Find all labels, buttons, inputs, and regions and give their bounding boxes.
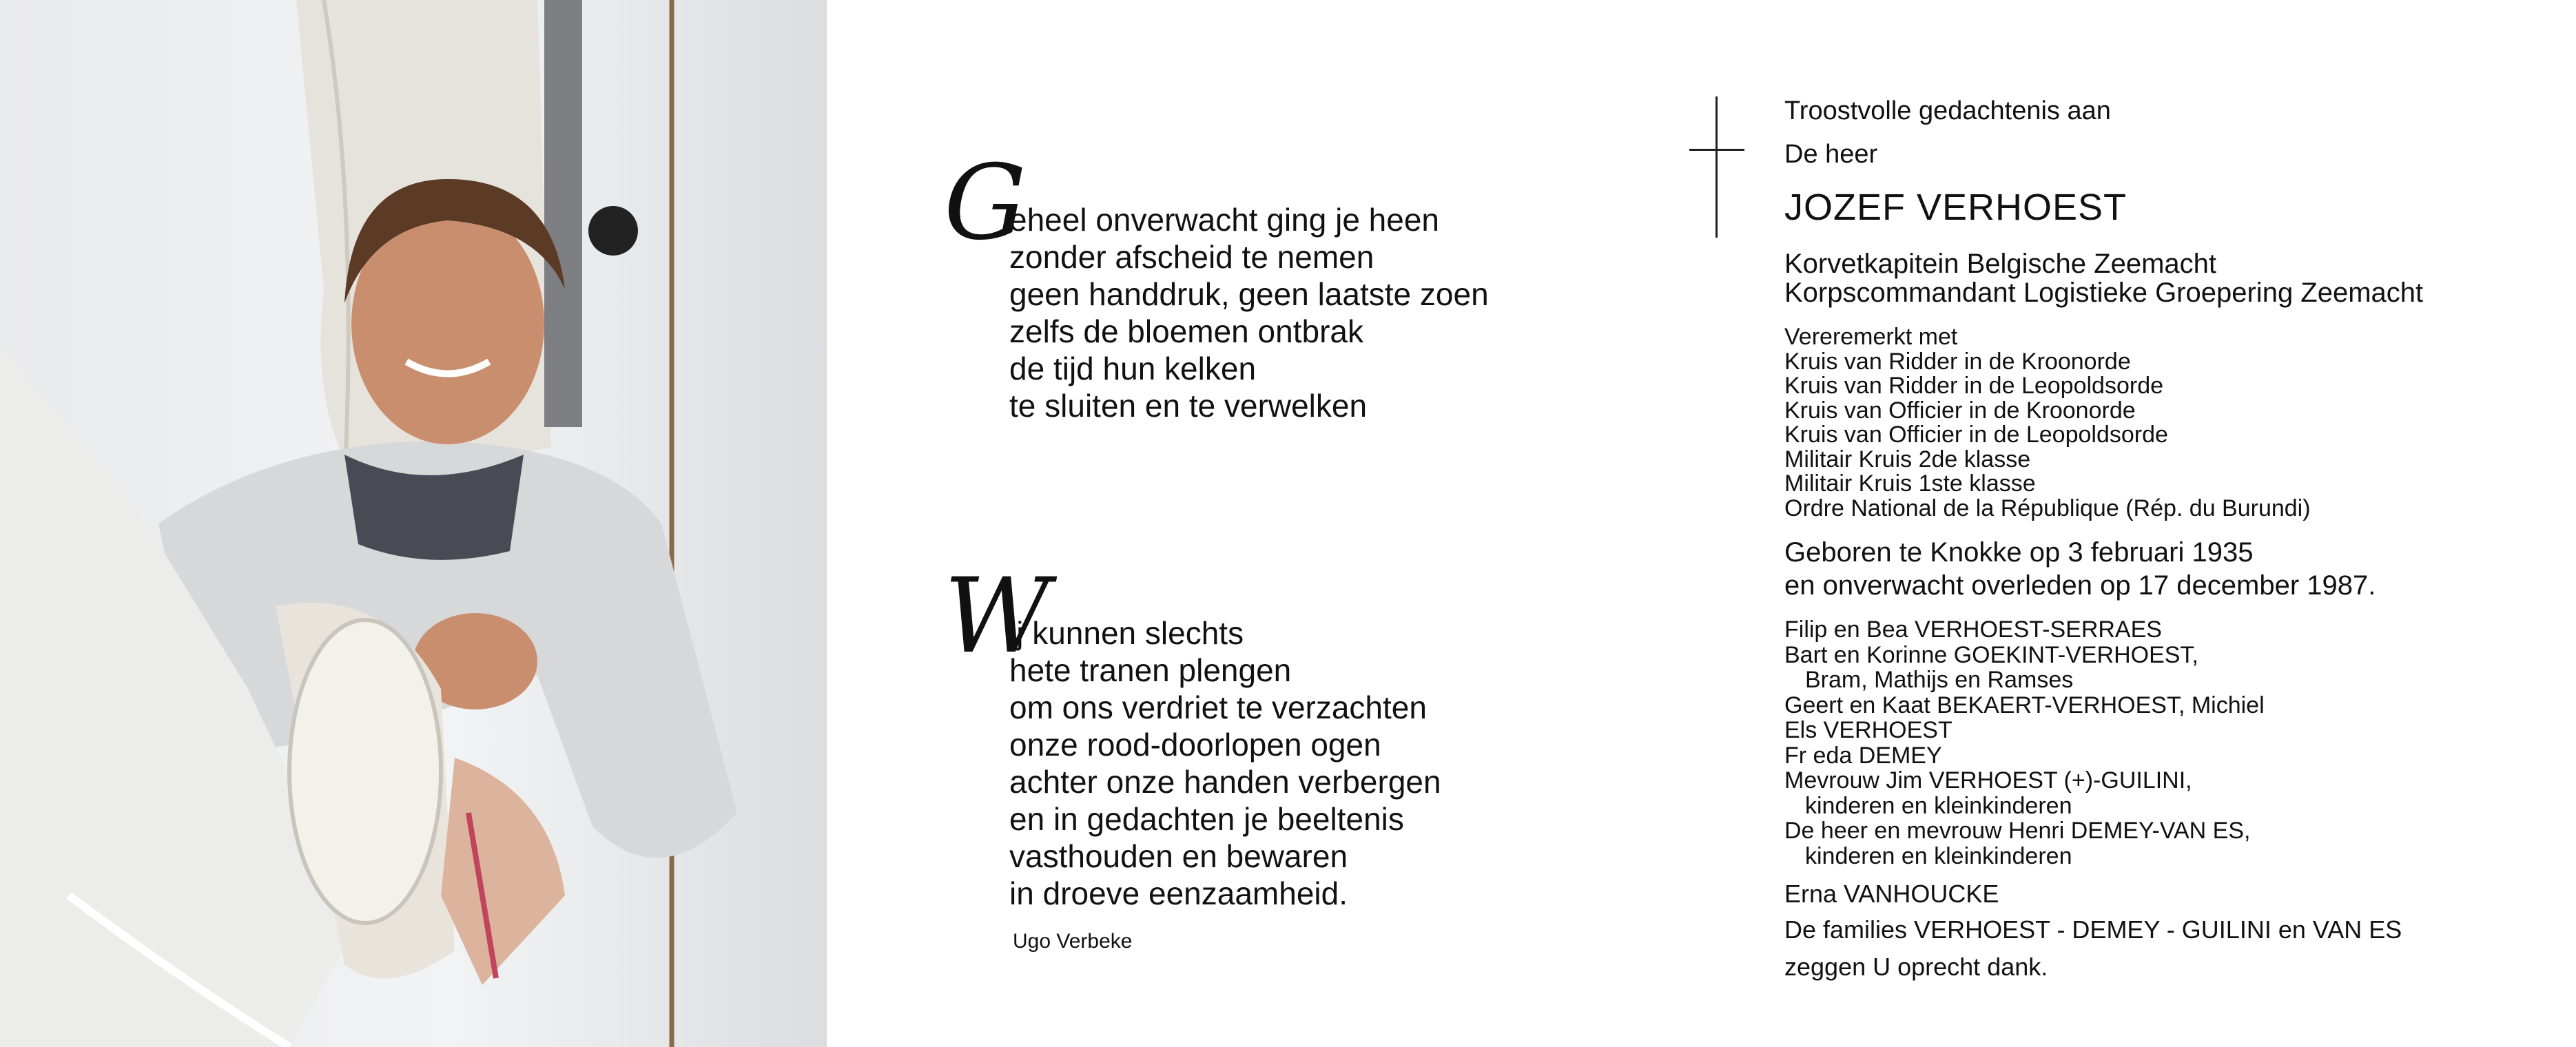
rank-line: Korvetkapitein Belgische Zeemacht [1784, 249, 2216, 279]
poem-line: vasthouden en bewaren [1009, 838, 1348, 874]
poem-line: de tijd hun kelken [1009, 351, 1257, 386]
deceased-name: JOZEF VERHOEST [1784, 187, 2127, 228]
poem-line: in droeve eenzaamheid. [1009, 875, 1348, 911]
honor-item: Militair Kruis 2de klasse [1784, 446, 2031, 473]
family-item: Bart en Korinne GOEKINT-VERHOEST, [1784, 641, 2198, 668]
honor-item: Ordre National de la République (Rép. du Burundi) [1784, 495, 2311, 521]
poem-line: om ons verdriet te verzachten [1009, 690, 1427, 725]
poem-line: zelfs de bloemen ontbrak [1009, 313, 1363, 349]
families-line: De families VERHOEST - DEMEY - GUILINI en VAN ES [1784, 915, 2402, 944]
family-item: Bram, Mathijs en Ramses [1805, 667, 2074, 693]
portrait-photo [0, 0, 827, 1047]
death-line: en onverwacht overleden op 17 december 1987. [1784, 570, 2376, 601]
poem-line: te sluiten en te verwelken [1009, 388, 1368, 424]
cross-icon [1715, 96, 1718, 238]
family-item: Filip en Bea VERHOEST-SERRAES [1784, 616, 2162, 643]
honor-item: Vereremerkt met [1784, 324, 1958, 350]
honor-item: Kruis van Officier in de Kroonorde [1784, 397, 2136, 424]
family-item: Els VERHOEST [1784, 717, 1952, 743]
family-item: Fr eda DEMEY [1784, 742, 1942, 769]
honor-item: Militair Kruis 1ste klasse [1784, 470, 2036, 497]
poem-first-line: eheel onverwacht ging je heen [1009, 202, 1440, 238]
thanks-line: zeggen U oprecht dank. [1784, 953, 2048, 981]
honor-item: Kruis van Ridder in de Leopoldsorde [1784, 373, 2164, 399]
family-item: Erna VANHOUCKE [1784, 880, 1999, 908]
family-item: kinderen en kleinkinderen [1805, 842, 2072, 869]
memorial-text-panel [1784, 90, 2542, 986]
poem-line: achter onze handen verbergen [1009, 764, 1441, 800]
family-item: kinderen en kleinkinderen [1805, 792, 2072, 819]
poem-author: Ugo Verbeke [1013, 930, 1133, 953]
drop-cap: G [944, 143, 1027, 263]
life-dates [1784, 536, 2542, 602]
honor-item: Kruis van Officier in de Leopoldsorde [1784, 422, 2168, 448]
family-item: De heer en mevrouw Henri DEMEY-VAN ES, [1784, 818, 2251, 844]
salutation: De heer [1784, 140, 1878, 169]
drop-cap: W [944, 557, 1051, 676]
poem-line: hete tranen plengen [1009, 652, 1292, 688]
honors-list [1784, 325, 2542, 521]
family-list [1784, 617, 2542, 869]
poem-line: geen handdruk, geen laatste zoen [1009, 276, 1489, 312]
photo-illustration [0, 0, 827, 1047]
intro-line: Troostvolle gedachtenis aan [1784, 96, 2111, 125]
honor-item: Kruis van Ridder in de Kroonorde [1784, 348, 2131, 375]
poem-line: onze rood-doorlopen ogen [1009, 727, 1381, 763]
family-item: Geert en Kaat BEKAERT-VERHOEST, Michiel [1784, 692, 2265, 718]
family-item: Mevrouw Jim VERHOEST (+)-GUILINI, [1784, 767, 2192, 794]
rank-line: Korpscommandant Logistieke Groepering Zeemacht [1784, 278, 2424, 308]
poem-line: en in gedachten je beeltenis [1009, 801, 1404, 837]
birth-line: Geboren te Knokke op 3 februari 1935 [1784, 537, 2254, 568]
poem-line: zonder afscheid te nemen [1009, 239, 1374, 275]
cross-icon-bar [1689, 149, 1744, 151]
poem-first-line: ij kunnen slechts [1009, 615, 1244, 651]
